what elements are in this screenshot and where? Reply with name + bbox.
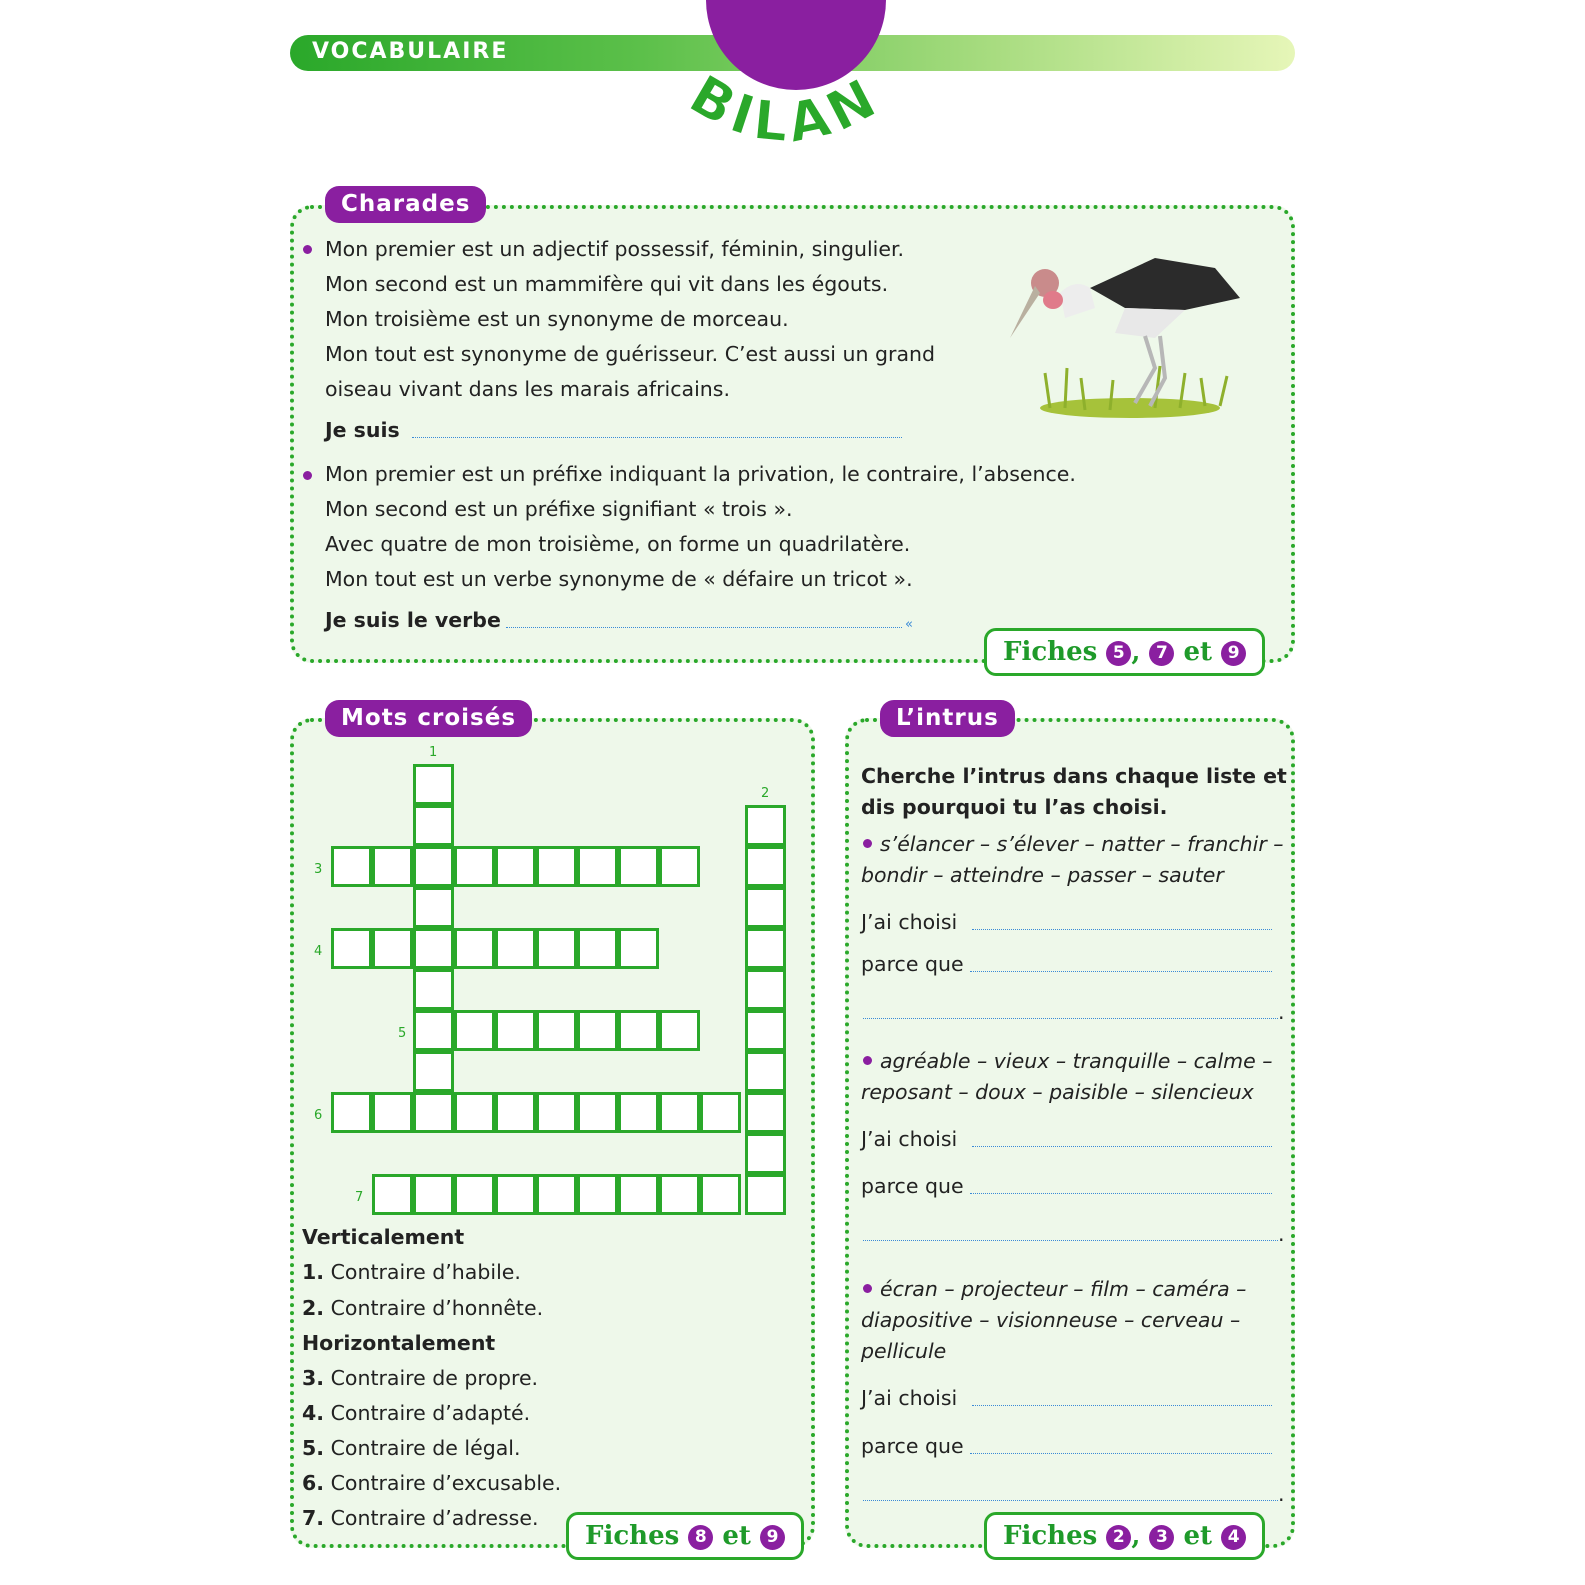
- crossword-cell[interactable]: [659, 846, 700, 887]
- crossword-cell[interactable]: [413, 969, 454, 1010]
- clue-line: 5. Contraire de légal.: [302, 1436, 521, 1460]
- fiche-number-badge: 8: [688, 1525, 713, 1550]
- crossword-cell[interactable]: [413, 1174, 454, 1215]
- crossword-cell[interactable]: [536, 928, 577, 969]
- crossword-cell[interactable]: [331, 1092, 372, 1133]
- end-mark: .: [1278, 1482, 1285, 1506]
- crossword-cell[interactable]: [454, 928, 495, 969]
- crossword-cell[interactable]: [536, 1174, 577, 1215]
- answer1-field[interactable]: [412, 437, 902, 438]
- crossword-cell[interactable]: [700, 1092, 741, 1133]
- crossword-cell[interactable]: [413, 1092, 454, 1133]
- crossword-cell[interactable]: [577, 928, 618, 969]
- crossword-cell[interactable]: [745, 1174, 786, 1215]
- instruction-line: dis pourquoi tu l’as choisi.: [861, 795, 1168, 819]
- fiche-number-badge: 4: [1221, 1525, 1246, 1550]
- chosen-label: J’ai choisi: [861, 910, 958, 934]
- crossword-cell[interactable]: [536, 1092, 577, 1133]
- crossword-cell[interactable]: [454, 1174, 495, 1215]
- answer1-label: Je suis: [325, 418, 400, 442]
- horizontal-heading: Horizontalement: [302, 1331, 496, 1355]
- charade1-line: Mon second est un mammifère qui vit dans les égouts.: [325, 272, 889, 296]
- because-label: parce que: [861, 1174, 964, 1198]
- crossword-cell[interactable]: [745, 1133, 786, 1174]
- because-label: parce que: [861, 952, 964, 976]
- charade1-line: Mon tout est synonyme de guérisseur. C’est aussi un grand: [325, 342, 936, 366]
- fiches-crossword-link[interactable]: [566, 1512, 804, 1560]
- word-list-line: pellicule: [861, 1339, 947, 1363]
- word-list-line: diapositive – visionneuse – cerveau –: [861, 1308, 1241, 1332]
- crossword-cell[interactable]: [659, 1092, 700, 1133]
- clue-line: 7. Contraire d’adresse.: [302, 1506, 539, 1530]
- fiches-label: Fiches: [585, 1521, 680, 1551]
- fiches-and: et: [1183, 1521, 1213, 1551]
- fiche-number-badge: 9: [1221, 641, 1246, 666]
- separator: ,: [1131, 637, 1141, 667]
- crossword-cell[interactable]: [495, 1174, 536, 1215]
- because-field[interactable]: [970, 971, 1272, 972]
- chosen-label: J’ai choisi: [861, 1386, 958, 1410]
- word-list-line: écran – projecteur – film – caméra –: [880, 1277, 1247, 1301]
- crossword-cell[interactable]: [454, 846, 495, 887]
- crossword-cell[interactable]: [331, 928, 372, 969]
- charade1-line: oiseau vivant dans les marais africains.: [325, 377, 730, 401]
- fiches-label: Fiches: [1003, 1521, 1098, 1551]
- crossword-cell[interactable]: [618, 928, 659, 969]
- crossword-cell[interactable]: [577, 1092, 618, 1133]
- separator: ,: [1131, 1521, 1141, 1551]
- crossword-cell[interactable]: [745, 928, 786, 969]
- crossword-cell[interactable]: [745, 1051, 786, 1092]
- because-field-line2[interactable]: [863, 1500, 1278, 1501]
- charade2-line: Avec quatre de mon troisième, on forme un quadrilatère.: [325, 532, 911, 556]
- clue-line: 2. Contraire d’honnête.: [302, 1296, 544, 1320]
- crossword-cell[interactable]: [413, 1010, 454, 1051]
- crossword-cell[interactable]: [372, 1092, 413, 1133]
- fiches-and: et: [722, 1521, 751, 1551]
- section-label: VOCABULAIRE: [312, 39, 509, 64]
- clue-number: 5: [398, 1026, 407, 1041]
- intrus-tab: L’intrus: [880, 700, 1015, 737]
- crossword-cell[interactable]: [413, 887, 454, 928]
- bullet: [303, 471, 312, 480]
- chosen-field[interactable]: [972, 929, 1272, 930]
- crossword-cell[interactable]: [659, 1174, 700, 1215]
- answer2-end-mark: «: [905, 617, 913, 632]
- word-list-line: reposant – doux – paisible – silencieux: [861, 1080, 1254, 1104]
- word-list-line: agréable – vieux – tranquille – calme –: [880, 1049, 1273, 1073]
- word-list-line: bondir – atteindre – passer – sauter: [861, 863, 1224, 887]
- crossword-cell[interactable]: [618, 1174, 659, 1215]
- crossword-cell[interactable]: [413, 1051, 454, 1092]
- crossword-cell[interactable]: [372, 928, 413, 969]
- crossword-cell[interactable]: [745, 969, 786, 1010]
- crossword-cell[interactable]: [495, 846, 536, 887]
- crossword-cell[interactable]: [495, 928, 536, 969]
- crossword-tab: Mots croisés: [325, 700, 532, 737]
- because-field-line2[interactable]: [863, 1018, 1278, 1019]
- fiche-number-badge: 5: [1106, 641, 1131, 666]
- because-field-line2[interactable]: [863, 1240, 1278, 1241]
- because-label: parce que: [861, 1434, 964, 1458]
- bilan-title: [650, 40, 940, 170]
- bullet: [863, 1284, 872, 1293]
- clue-line: 1. Contraire d’habile.: [302, 1260, 521, 1284]
- clue-line: 4. Contraire d’adapté.: [302, 1401, 531, 1425]
- bullet: [863, 1056, 872, 1065]
- crossword-cell[interactable]: [577, 1010, 618, 1051]
- crossword-cell[interactable]: [700, 1174, 741, 1215]
- because-field[interactable]: [970, 1453, 1272, 1454]
- clue-line: 6. Contraire d’excusable.: [302, 1471, 562, 1495]
- fiche-number-badge: 2: [1106, 1525, 1131, 1550]
- clue-number: 7: [355, 1190, 364, 1205]
- crossword-cell[interactable]: [413, 928, 454, 969]
- crossword-cell[interactable]: [745, 805, 786, 846]
- clue-number: 4: [314, 944, 323, 959]
- end-mark: .: [1278, 1222, 1285, 1246]
- fiches-intrus-link[interactable]: [984, 1512, 1265, 1560]
- fiche-number-badge: 7: [1149, 641, 1174, 666]
- fiche-number-badge: 9: [760, 1525, 785, 1550]
- clue-number: 2: [761, 786, 770, 801]
- bullet: [303, 245, 312, 254]
- charade2-line: Mon tout est un verbe synonyme de « défaire un tricot ».: [325, 567, 913, 591]
- clue-line: 3. Contraire de propre.: [302, 1366, 539, 1390]
- bullet: [863, 839, 872, 848]
- answer2-field[interactable]: [506, 627, 902, 628]
- svg-text:BILAN: [679, 63, 891, 155]
- fiche-number-badge: 3: [1149, 1525, 1174, 1550]
- charade1-line: Mon troisième est un synonyme de morceau.: [325, 307, 789, 331]
- bilan-title-text: BILAN: [679, 62, 891, 155]
- crossword-cell[interactable]: [454, 1010, 495, 1051]
- crossword-cell[interactable]: [536, 1010, 577, 1051]
- crossword-cell[interactable]: [372, 846, 413, 887]
- crossword-cell[interactable]: [659, 1010, 700, 1051]
- because-field[interactable]: [970, 1193, 1272, 1194]
- crossword-cell[interactable]: [454, 1092, 495, 1133]
- chosen-field[interactable]: [972, 1146, 1272, 1147]
- crossword-cell[interactable]: [413, 846, 454, 887]
- charade2-line: Mon premier est un préfixe indiquant la privation, le contraire, l’absence.: [325, 462, 1076, 486]
- charade2-line: Mon second est un préfixe signifiant « trois ».: [325, 497, 793, 521]
- fiches-and: et: [1183, 637, 1213, 667]
- vertical-heading: Verticalement: [302, 1225, 465, 1249]
- instruction-line: Cherche l’intrus dans chaque liste et: [861, 764, 1287, 788]
- answer2-label: Je suis le verbe: [325, 608, 501, 632]
- fiches-label: Fiches: [1003, 637, 1098, 667]
- crossword-cell[interactable]: [372, 1174, 413, 1215]
- crossword-cell[interactable]: [495, 1010, 536, 1051]
- charades-tab: Charades: [325, 186, 486, 223]
- crossword-cell[interactable]: [331, 846, 372, 887]
- chosen-label: J’ai choisi: [861, 1127, 958, 1151]
- word-list-line: s’élancer – s’élever – natter – franchir –: [880, 832, 1284, 856]
- marabou-stork-illustration: [1005, 238, 1255, 428]
- clue-number: 3: [314, 862, 323, 877]
- crossword-cell[interactable]: [577, 846, 618, 887]
- charade1-line: Mon premier est un adjectif possessif, féminin, singulier.: [325, 237, 905, 261]
- crossword-cell[interactable]: [618, 1010, 659, 1051]
- crossword-cell[interactable]: [413, 805, 454, 846]
- clue-number: 6: [314, 1108, 323, 1123]
- crossword-cell[interactable]: [577, 1174, 618, 1215]
- crossword-cell[interactable]: [745, 887, 786, 928]
- crossword-cell[interactable]: [745, 1010, 786, 1051]
- crossword-cell[interactable]: [745, 846, 786, 887]
- crossword-cell[interactable]: [495, 1092, 536, 1133]
- crossword-cell[interactable]: [413, 764, 454, 805]
- crossword-cell[interactable]: [618, 846, 659, 887]
- crossword-cell[interactable]: [536, 846, 577, 887]
- crossword-cell[interactable]: [618, 1092, 659, 1133]
- clue-number: 1: [429, 745, 438, 760]
- chosen-field[interactable]: [972, 1405, 1272, 1406]
- crossword-cell[interactable]: [745, 1092, 786, 1133]
- end-mark: .: [1278, 1000, 1285, 1024]
- fiches-charades-link[interactable]: [984, 628, 1265, 676]
